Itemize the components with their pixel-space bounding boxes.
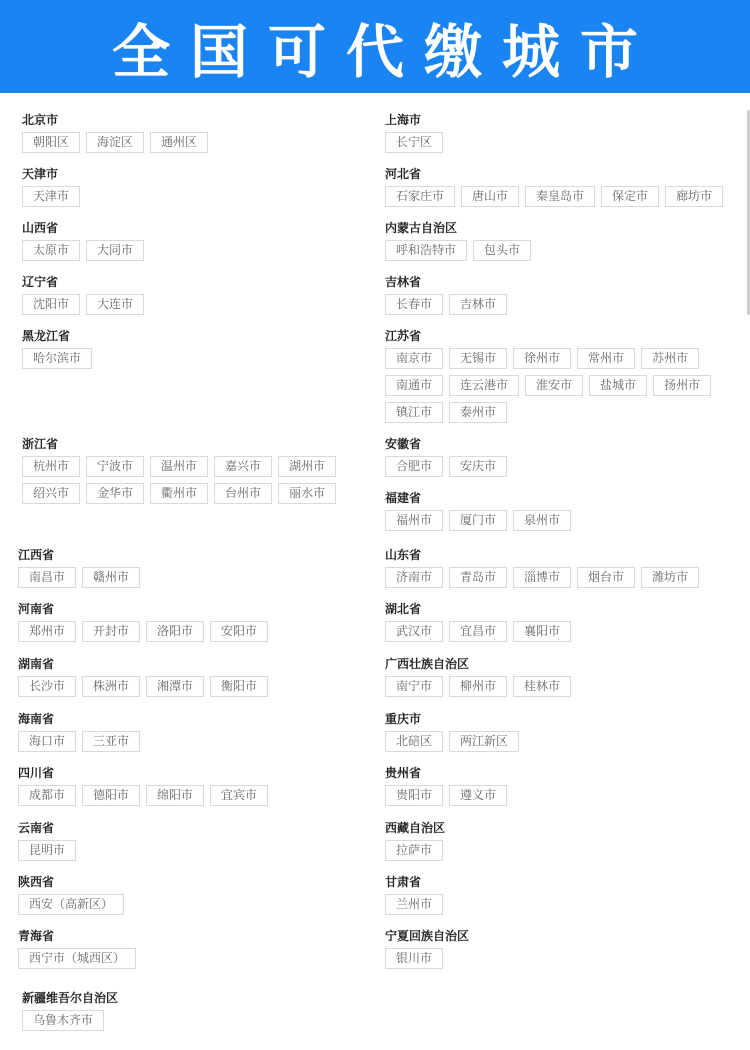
province-block: [18, 874, 348, 921]
city-tag[interactable]: 海口市: [18, 731, 76, 752]
province-block: [385, 765, 735, 812]
city-tag-list: [22, 240, 352, 267]
province-block: [385, 711, 735, 758]
city-tag-list: [385, 510, 735, 537]
city-tag-list: [385, 456, 735, 483]
city-tag[interactable]: 常州市: [577, 348, 635, 369]
city-tag-list: [18, 567, 348, 594]
city-tag[interactable]: 成都市: [18, 785, 76, 806]
province-block: [18, 656, 348, 703]
province-name: 山西省: [22, 221, 59, 235]
city-tag-list: [385, 294, 735, 321]
province-block: [18, 765, 348, 812]
city-tag[interactable]: 福州市: [385, 510, 443, 531]
city-tag[interactable]: 大同市: [86, 240, 144, 261]
province-name: 吉林省: [385, 275, 422, 289]
header-banner: [0, 0, 750, 93]
city-tag[interactable]: 昆明市: [18, 840, 76, 861]
province-block: [385, 656, 735, 703]
city-tag[interactable]: 银川市: [385, 948, 443, 969]
city-tag[interactable]: 哈尔滨市: [22, 348, 92, 369]
province-block: [22, 220, 352, 267]
city-tag[interactable]: 赣州市: [82, 567, 140, 588]
province-name: 天津市: [22, 167, 59, 181]
province-name: 新疆维吾尔自治区: [22, 991, 119, 1005]
province-name: 湖北省: [385, 602, 422, 616]
province-block: [18, 601, 348, 648]
city-tag[interactable]: 三亚市: [82, 731, 140, 752]
city-tag[interactable]: 桂林市: [513, 676, 571, 697]
city-tag[interactable]: 南京市: [385, 348, 443, 369]
city-tag[interactable]: 两江新区: [449, 731, 519, 752]
city-tag-list: [18, 731, 348, 758]
city-tag[interactable]: 无锡市: [449, 348, 507, 369]
province-block: [22, 328, 352, 375]
city-tag[interactable]: 泉州市: [513, 510, 571, 531]
province-name: 海南省: [18, 712, 55, 726]
province-name: 宁夏回族自治区: [385, 929, 470, 943]
city-tag[interactable]: 太原市: [22, 240, 80, 261]
city-tag-list: [18, 676, 348, 703]
city-tag[interactable]: 宁波市: [86, 456, 144, 477]
city-tag[interactable]: 呼和浩特市: [385, 240, 467, 261]
province-name: 甘肃省: [385, 875, 422, 889]
province-name: 江西省: [18, 548, 55, 562]
city-tag[interactable]: 绵阳市: [146, 785, 204, 806]
city-tag[interactable]: 长宁区: [385, 132, 443, 153]
city-tag[interactable]: 济南市: [385, 567, 443, 588]
city-tag[interactable]: 石家庄市: [385, 186, 455, 207]
city-tag[interactable]: 徐州市: [513, 348, 571, 369]
province-name: 陕西省: [18, 875, 55, 889]
province-block: [385, 328, 720, 429]
city-tag[interactable]: 安庆市: [449, 456, 507, 477]
city-tag[interactable]: 镇江市: [385, 402, 443, 423]
city-tag-list: [385, 348, 720, 429]
city-tag[interactable]: 西宁市（城西区）: [18, 948, 136, 969]
city-tag[interactable]: 保定市: [601, 186, 659, 207]
city-tag[interactable]: 包头市: [473, 240, 531, 261]
city-tag[interactable]: 衢州市: [150, 483, 208, 504]
province-name: 上海市: [385, 113, 422, 127]
city-tag[interactable]: 沈阳市: [22, 294, 80, 315]
city-tag-list: [22, 186, 352, 213]
city-tag[interactable]: 柳州市: [449, 676, 507, 697]
city-tag[interactable]: 贵阳市: [385, 785, 443, 806]
city-tag[interactable]: 通州区: [150, 132, 208, 153]
city-tag[interactable]: 长春市: [385, 294, 443, 315]
city-tag[interactable]: 南通市: [385, 375, 443, 396]
city-tag[interactable]: 宜昌市: [449, 621, 507, 642]
city-tag[interactable]: 兰州市: [385, 894, 443, 915]
province-block: [385, 436, 735, 483]
province-block: [18, 711, 348, 758]
city-tag-list: [385, 621, 735, 648]
city-tag[interactable]: 丽水市: [278, 483, 336, 504]
city-tag[interactable]: 合肥市: [385, 456, 443, 477]
city-tag[interactable]: 盐城市: [589, 375, 647, 396]
city-tag[interactable]: 烟台市: [577, 567, 635, 588]
province-name: 云南省: [18, 821, 55, 835]
city-tag[interactable]: 安阳市: [210, 621, 268, 642]
city-tag[interactable]: 开封市: [82, 621, 140, 642]
city-tag[interactable]: 拉萨市: [385, 840, 443, 861]
city-tag-list: [385, 894, 735, 921]
city-tag[interactable]: 潍坊市: [641, 567, 699, 588]
province-name: 北京市: [22, 113, 59, 127]
city-tag-list: [18, 894, 348, 921]
city-tag[interactable]: 衡阳市: [210, 676, 268, 697]
page-title: 全国可代缴城市: [111, 17, 658, 86]
province-name: 重庆市: [385, 712, 422, 726]
province-block: [18, 820, 348, 867]
city-tag-list: [22, 294, 352, 321]
city-tag[interactable]: 扬州市: [653, 375, 711, 396]
city-tag-list: [385, 785, 735, 812]
city-tag[interactable]: 宜宾市: [210, 785, 268, 806]
city-tag[interactable]: 乌鲁木齐市: [22, 1010, 104, 1031]
province-block: [385, 547, 725, 594]
city-tag[interactable]: 秦皇岛市: [525, 186, 595, 207]
city-tag-list: [22, 1010, 352, 1037]
province-block: [385, 874, 735, 921]
city-tag[interactable]: 吉林市: [449, 294, 507, 315]
city-tag-list: [18, 621, 348, 648]
city-tag[interactable]: 海淀区: [86, 132, 144, 153]
city-tag[interactable]: 遵义市: [449, 785, 507, 806]
province-name: 辽宁省: [22, 275, 59, 289]
province-name: 浙江省: [22, 437, 59, 451]
city-tag-list: [385, 676, 735, 703]
province-name: 河南省: [18, 602, 55, 616]
city-tag-list: [18, 785, 348, 812]
province-name: 福建省: [385, 491, 422, 505]
city-tag[interactable]: 天津市: [22, 186, 80, 207]
province-name: 青海省: [18, 929, 55, 943]
city-tag[interactable]: 朝阳区: [22, 132, 80, 153]
city-tag-list: [22, 348, 352, 375]
province-block: [385, 220, 735, 267]
province-block: [385, 274, 735, 321]
city-tag-list: [18, 948, 348, 975]
city-tag[interactable]: 洛阳市: [146, 621, 204, 642]
city-tag-list: [385, 186, 735, 213]
city-tag[interactable]: 郑州市: [18, 621, 76, 642]
city-tag[interactable]: 温州市: [150, 456, 208, 477]
city-tag[interactable]: 长沙市: [18, 676, 76, 697]
province-block: [385, 820, 735, 867]
city-tag-list: [22, 456, 352, 510]
province-block: [22, 436, 352, 510]
city-tag[interactable]: 南宁市: [385, 676, 443, 697]
city-tag[interactable]: 台州市: [214, 483, 272, 504]
city-tag[interactable]: 厦门市: [449, 510, 507, 531]
city-tag[interactable]: 湘潭市: [146, 676, 204, 697]
city-tag[interactable]: 襄阳市: [513, 621, 571, 642]
province-block: [22, 166, 352, 213]
city-tag[interactable]: 德阳市: [82, 785, 140, 806]
province-name: 四川省: [18, 766, 55, 780]
city-tag[interactable]: 杭州市: [22, 456, 80, 477]
province-name: 江苏省: [385, 329, 422, 343]
province-name: 广西壮族自治区: [385, 657, 470, 671]
province-name: 黑龙江省: [22, 329, 71, 343]
city-tag[interactable]: 绍兴市: [22, 483, 80, 504]
city-tag-list: [385, 840, 735, 867]
city-tag[interactable]: 青岛市: [449, 567, 507, 588]
city-tag[interactable]: 廊坊市: [665, 186, 723, 207]
province-block: [385, 112, 735, 159]
city-tag[interactable]: 连云港市: [449, 375, 519, 396]
province-block: [18, 928, 348, 975]
province-name: 西藏自治区: [385, 821, 446, 835]
city-tag[interactable]: 北碚区: [385, 731, 443, 752]
city-tag[interactable]: 淮安市: [525, 375, 583, 396]
city-tag-list: [385, 132, 735, 159]
city-tag[interactable]: 南昌市: [18, 567, 76, 588]
province-name: 山东省: [385, 548, 422, 562]
city-tag[interactable]: 大连市: [86, 294, 144, 315]
province-block: [22, 274, 352, 321]
city-tag[interactable]: 金华市: [86, 483, 144, 504]
province-name: 内蒙古自治区: [385, 221, 458, 235]
city-tag-list: [385, 731, 735, 758]
province-name: 贵州省: [385, 766, 422, 780]
city-tag[interactable]: 西安（高新区）: [18, 894, 124, 915]
city-tag[interactable]: 苏州市: [641, 348, 699, 369]
province-name: 河北省: [385, 167, 422, 181]
city-tag-list: [18, 840, 348, 867]
city-tag-list: [385, 240, 735, 267]
province-block: [385, 601, 735, 648]
city-tag[interactable]: 泰州市: [449, 402, 507, 423]
province-block: [385, 928, 735, 975]
province-block: [18, 547, 348, 594]
province-block: [385, 166, 735, 213]
province-name: 安徽省: [385, 437, 422, 451]
city-tag-list: [385, 567, 725, 594]
city-tag[interactable]: 湖州市: [278, 456, 336, 477]
city-tag-list: [22, 132, 352, 159]
city-tag[interactable]: 嘉兴市: [214, 456, 272, 477]
city-tag[interactable]: 武汉市: [385, 621, 443, 642]
city-tag[interactable]: 株洲市: [82, 676, 140, 697]
city-tag[interactable]: 唐山市: [461, 186, 519, 207]
province-name: 湖南省: [18, 657, 55, 671]
city-tag-list: [385, 948, 735, 975]
city-tag[interactable]: 淄博市: [513, 567, 571, 588]
province-block: [22, 990, 352, 1037]
province-block: [22, 112, 352, 159]
province-block: [385, 490, 735, 537]
